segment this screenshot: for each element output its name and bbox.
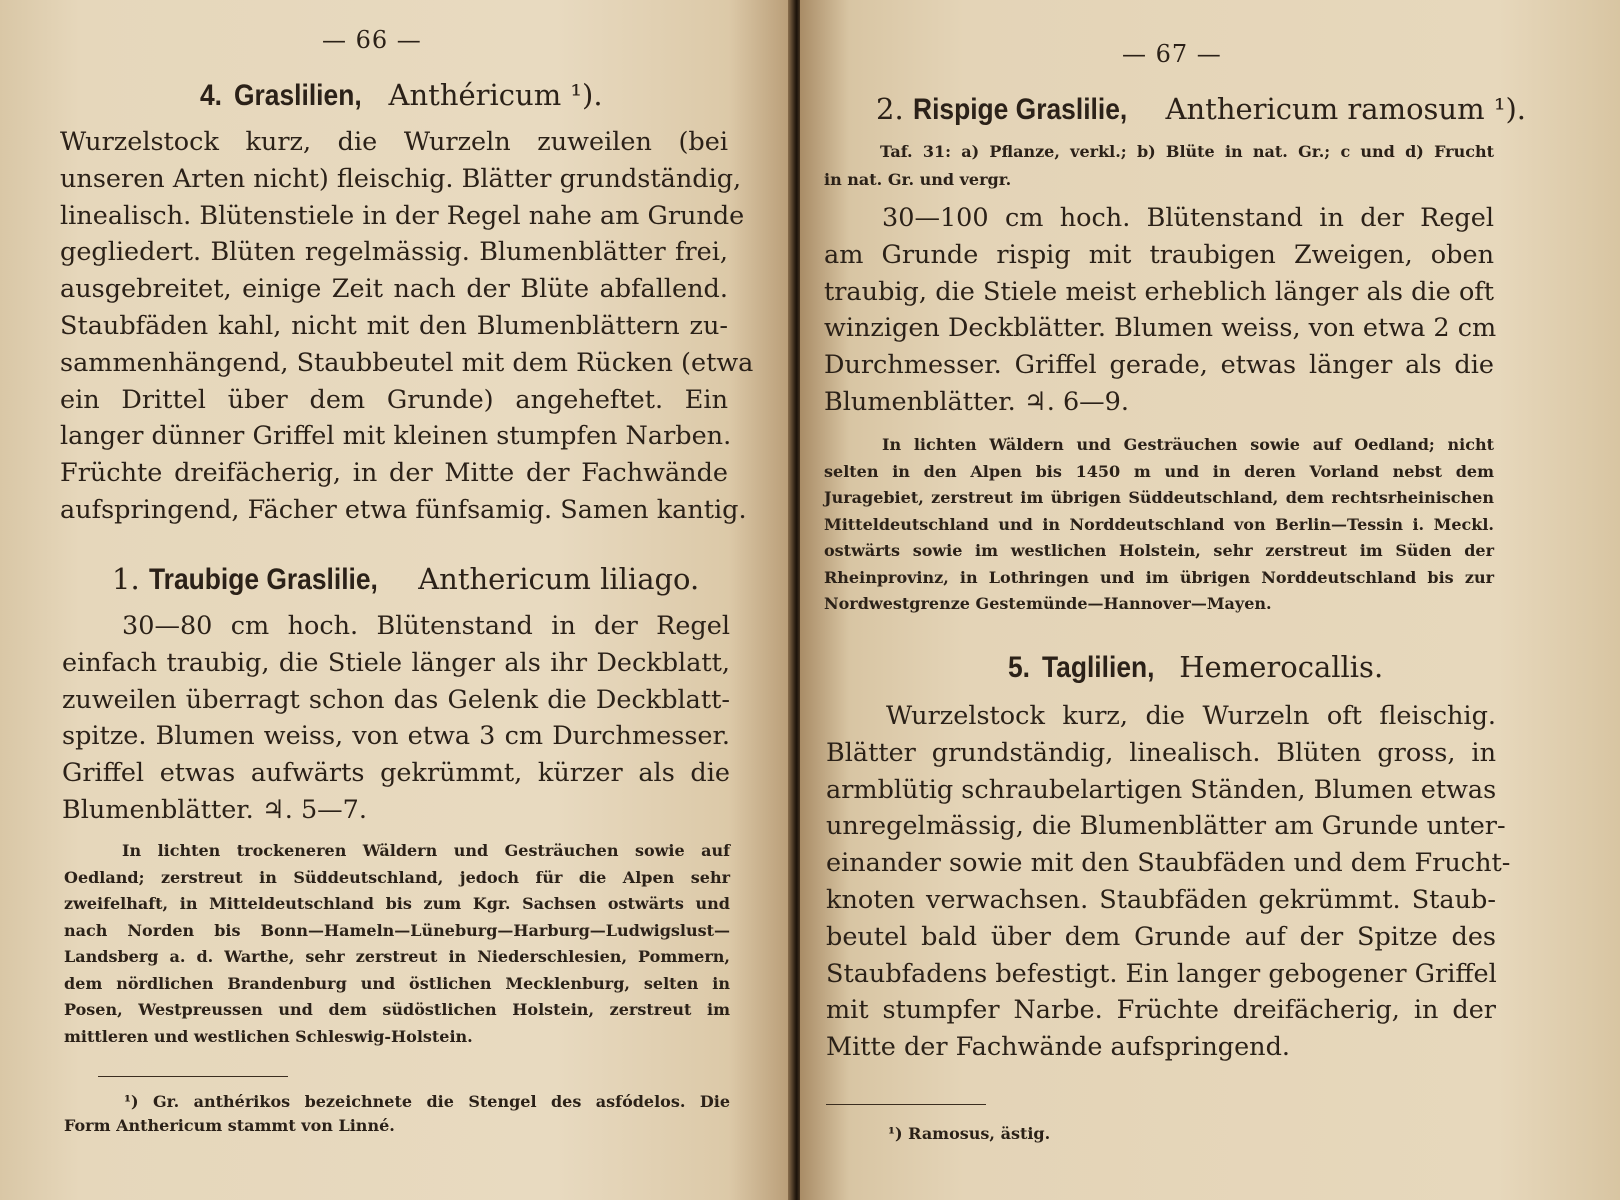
text-line: linealisch. Blütenstiele in der Regel nahe am Grunde	[60, 200, 745, 231]
text-line: Wurzelstock kurz, die Wurzeln oft fleischig.	[886, 701, 1496, 731]
text-line: Nordwestgrenze Gestemünde—Hannover—Mayen.	[824, 594, 1272, 613]
text-line: armblütig schraubelartigen Ständen, Blumen etwas	[826, 774, 1497, 805]
text-line: aufspringend, Fächer etwa fünfsamig. Samen kantig.	[60, 494, 747, 525]
genus-description-right	[826, 698, 1511, 1066]
text-line: Juragebiet, zerstreut im übrigen Süddeutschland, dem rechtsrheinischen	[824, 488, 1494, 507]
text-line: zweifelhaft, in Mitteldeutschland bis zum Kgr. Sachsen ostwärts und	[64, 894, 730, 913]
plate-reference	[824, 138, 1494, 194]
footnote-divider	[826, 1104, 986, 1105]
text-line: unregelmässig, die Blumenblätter am Grunde unter-	[826, 811, 1506, 842]
text-line: In lichten Wäldern und Gesträuchen sowie auf Oedland; nicht	[882, 435, 1494, 454]
text-line: selten in den Alpen bis 1450 m und in deren Vorland nebst dem	[824, 461, 1494, 481]
text-line: Rheinprovinz, in Lothringen und im übrigen Norddeutschland bis zur	[824, 567, 1494, 587]
text-line: Form Anthericum stammt von Linné.	[64, 1116, 395, 1135]
text-line: Taf. 31: a) Pflanze, verkl.; b) Blüte in nat. Gr.; c und d) Frucht	[880, 142, 1494, 161]
text-line: zuweilen überragt schon das Gelenk die Deckblatt-	[62, 684, 730, 715]
text-line: einfach traubig, die Stiele länger als ihr Deckblatt,	[62, 647, 730, 678]
page-number-left: — 66 —	[322, 26, 422, 54]
species-distribution-right	[824, 432, 1494, 618]
species-heading-rispige	[876, 92, 1526, 127]
text-line: Posen, Westpreussen und dem südöstlichen Holstein, zerstreut im	[64, 1000, 730, 1019]
footnote-left	[64, 1090, 730, 1138]
text-line: knoten verwachsen. Staubfäden gekrümmt. Staub-	[826, 884, 1496, 915]
text-line: in nat. Gr. und vergr.	[824, 170, 1012, 189]
text-line: Blumenblätter. ♃. 6—9.	[824, 386, 1130, 417]
species-heading-traubige	[112, 562, 699, 597]
species-latin: Anthericum liliago.	[418, 562, 700, 596]
text-line: Staubfäden kahl, nicht mit den Blumenblättern zu-	[60, 310, 728, 341]
text-line: Blätter grundständig, linealisch. Blüten gross, in	[826, 737, 1496, 768]
genus-name: Graslilien,	[234, 79, 362, 112]
text-line: am Grunde rispig mit traubigen Zweigen, oben	[824, 239, 1494, 270]
text-line: spitze. Blumen weiss, von etwa 3 cm Durchmesser.	[62, 721, 730, 752]
text-line: beutel bald über dem Grunde auf der Spitze des	[826, 921, 1496, 952]
species-number: 2.	[876, 92, 904, 126]
text-line: Staubfadens befestigt. Ein langer gebogener Griffel	[826, 958, 1497, 989]
genus-number: 5.	[1008, 651, 1031, 684]
text-line: Durchmesser. Griffel gerade, etwas länger als die	[824, 350, 1494, 381]
left-page	[0, 0, 792, 1200]
text-line: Mitte der Fachwände aufspringend.	[826, 1032, 1291, 1063]
text-line: langer dünner Griffel mit kleinen stumpfen Narben.	[60, 421, 732, 452]
species-latin: Anthericum ramosum ¹).	[1165, 92, 1526, 126]
genus-heading-taglilien	[1008, 650, 1383, 685]
text-line: Griffel etwas aufwärts gekrümmt, kürzer als die	[62, 758, 730, 789]
text-line: winzigen Deckblätter. Blumen weiss, von etwa 2 cm	[824, 313, 1497, 344]
text-line: mit stumpfer Narbe. Früchte dreifächerig, in der	[826, 995, 1496, 1026]
footnote-right: ¹) Ramosus, ästig.	[888, 1124, 1051, 1143]
text-line: einander sowie mit den Staubfäden und dem Frucht-	[826, 848, 1511, 879]
text-line: Blumenblätter. ♃. 5—7.	[62, 794, 368, 825]
text-line: ein Drittel über dem Grunde) angeheftet. Ein	[60, 384, 728, 415]
text-line: unseren Arten nicht) fleischig. Blätter grundständig,	[60, 163, 742, 194]
text-line: Landsberg a. d. Warthe, sehr zerstreut in Niederschlesien, Pommern,	[64, 947, 730, 966]
text-line: Früchte dreifächerig, in der Mitte der Fachwände	[60, 458, 728, 489]
species-distribution-left	[64, 838, 730, 1050]
text-line: mittleren und westlichen Schleswig-Holstein.	[64, 1026, 473, 1046]
text-line: ausgebreitet, einige Zeit nach der Blüte abfallend.	[60, 274, 728, 305]
text-line: In lichten trockeneren Wäldern und Gesträuchen sowie auf	[122, 841, 730, 860]
page-number-right: — 67 —	[1122, 40, 1222, 68]
footnote-divider	[98, 1076, 288, 1077]
genus-description-left	[60, 124, 754, 529]
genus-heading-graslilien	[200, 78, 603, 113]
text-line: Oedland; zerstreut in Süddeutschland, jedoch für die Alpen sehr	[64, 867, 730, 887]
genus-latin: Anthéricum ¹).	[388, 78, 603, 112]
text-line: ostwärts sowie im westlichen Holstein, sehr zerstreut im Süden der	[824, 541, 1494, 560]
species-number: 1.	[112, 562, 140, 596]
species-description-right	[824, 200, 1497, 421]
species-name: Rispige Graslilie,	[912, 93, 1128, 126]
text-line: traubig, die Stiele meist erheblich länger als die oft	[824, 276, 1494, 307]
text-line: ¹) Gr. anthérikos bezeichnete die Stengel des asfódelos. Die	[124, 1092, 730, 1111]
genus-number: 4.	[200, 79, 223, 112]
text-line: gegliedert. Blüten regelmässig. Blumenblätter frei,	[60, 237, 728, 268]
text-line: Mitteldeutschland und in Norddeutschland von Berlin—Tessin i. Meckl.	[824, 514, 1494, 534]
text-line: 30—100 cm hoch. Blütenstand in der Regel	[882, 203, 1494, 233]
text-line: sammenhängend, Staubbeutel mit dem Rücken (etwa	[60, 347, 754, 378]
species-name: Traubige Graslilie,	[148, 563, 378, 596]
genus-name: Taglilien,	[1042, 651, 1155, 684]
genus-latin: Hemerocallis.	[1179, 650, 1384, 684]
text-line: 30—80 cm hoch. Blütenstand in der Regel	[122, 611, 730, 641]
text-line: dem nördlichen Brandenburg und östlichen Mecklenburg, selten in	[64, 973, 730, 993]
text-line: Wurzelstock kurz, die Wurzeln zuweilen (bei	[60, 127, 728, 157]
text-line: nach Norden bis Bonn—Hameln—Lüneburg—Harburg—Ludwigslust—	[64, 920, 730, 940]
species-description-left	[62, 608, 730, 829]
right-page	[800, 0, 1620, 1200]
